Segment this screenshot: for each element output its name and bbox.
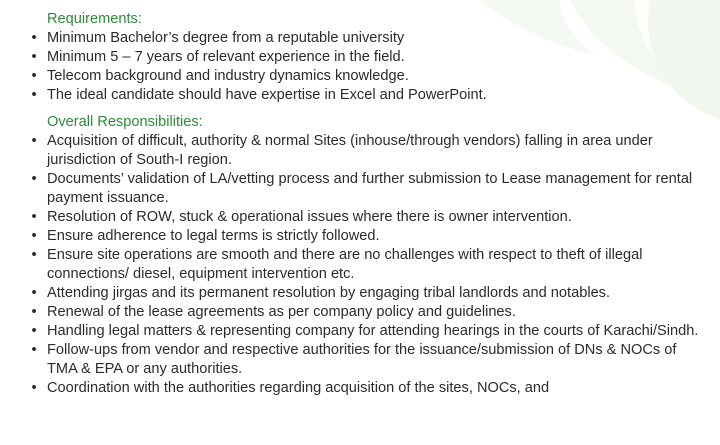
list-item: • Coordination with the authorities regarding acquisition of the sites, NOCs, and xyxy=(28,379,700,398)
list-item: • Renewal of the lease agreements as per company policy and guidelines. xyxy=(28,303,700,322)
list-item: • Documents’ validation of LA/vetting process and further submission to Lease management for rental payment issuance. xyxy=(28,170,700,208)
list-item: • The ideal candidate should have expertise in Excel and PowerPoint. xyxy=(28,86,700,105)
list-item: • Telecom background and industry dynamics knowledge. xyxy=(28,67,700,86)
list-item: • Ensure site operations are smooth and there are no challenges with respect to theft of illegal connections/ diesel, equipment intervention etc. xyxy=(28,246,700,284)
bullet-icon: • xyxy=(31,285,37,301)
bullet-icon: • xyxy=(31,68,37,84)
bullet-icon: • xyxy=(31,323,37,339)
bullet-icon: • xyxy=(31,30,37,46)
list-item: • Follow-ups from vendor and respective authorities for the issuance/submission of DNs & NOCs of TMA & EPA or any authorities. xyxy=(28,341,700,379)
list-item: • Attending jirgas and its permanent resolution by engaging tribal landlords and notables. xyxy=(28,284,700,303)
list-item: • Acquisition of difficult, authority & normal Sites (inhouse/through vendors) falling in area under jurisdiction of South-I region. xyxy=(28,132,700,170)
list-item: • Minimum Bachelor’s degree from a reputable university xyxy=(28,29,700,48)
bullet-icon: • xyxy=(31,209,37,225)
responsibilities-list xyxy=(31,132,700,398)
bullet-icon: • xyxy=(31,342,37,358)
bullet-icon: • xyxy=(31,87,37,103)
requirements-heading: Requirements: xyxy=(47,11,142,27)
responsibilities-heading: Overall Responsibilities: xyxy=(47,114,203,130)
list-item: • Minimum 5 – 7 years of relevant experience in the field. xyxy=(28,48,700,67)
bullet-icon: • xyxy=(31,247,37,263)
bullet-icon: • xyxy=(31,304,37,320)
list-item: • Ensure adherence to legal terms is strictly followed. xyxy=(28,227,700,246)
bullet-icon: • xyxy=(31,49,37,65)
bullet-icon: • xyxy=(31,171,37,187)
bullet-icon: • xyxy=(31,380,37,396)
requirements-list xyxy=(31,29,700,105)
list-item: • Handling legal matters & representing company for attending hearings in the courts of Karachi/Sindh. xyxy=(28,322,700,341)
list-item: • Resolution of ROW, stuck & operational issues where there is owner intervention. xyxy=(28,208,700,227)
bullet-icon: • xyxy=(31,228,37,244)
bullet-icon: • xyxy=(31,133,37,149)
